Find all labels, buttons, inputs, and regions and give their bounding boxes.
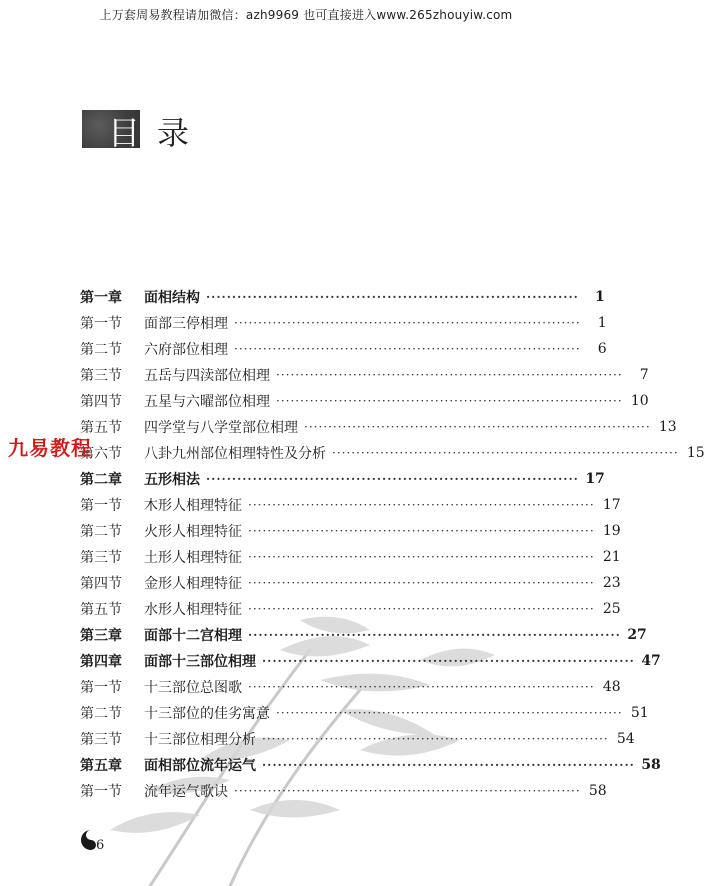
page-title-char-2: 录: [157, 114, 190, 152]
toc-title: 火形人相理特征: [144, 524, 242, 540]
toc-leader-dots: ········································································: [248, 550, 595, 564]
toc-page: 7: [639, 367, 649, 383]
toc-leader-dots: ········································································: [262, 654, 635, 668]
toc-title: 土形人相理特征: [144, 550, 242, 566]
toc-leader-dots: ········································································: [332, 446, 679, 460]
toc-number: 第一章: [80, 290, 122, 306]
toc-leader-dots: ········································································: [234, 784, 581, 798]
toc-row[interactable]: [80, 752, 661, 778]
watermark-text: 九易教程: [8, 436, 92, 460]
toc-row[interactable]: [80, 466, 605, 492]
toc-row[interactable]: [80, 440, 705, 466]
toc-title: 面部十三部位相理: [144, 654, 256, 670]
toc-row[interactable]: [80, 518, 621, 544]
toc-page: 21: [602, 549, 621, 565]
toc-page: 27: [627, 627, 647, 643]
toc-row[interactable]: [80, 648, 661, 674]
toc-row[interactable]: [80, 726, 635, 752]
toc-page: 1: [595, 289, 605, 305]
toc-leader-dots: ········································································: [248, 524, 595, 538]
toc-number: 第一节: [80, 680, 122, 696]
toc-row[interactable]: [80, 544, 621, 570]
toc-leader-dots: ········································································: [248, 576, 595, 590]
top-banner: 上万套周易教程请加微信：azh9969 也可直接进入www.265zhouyiw.com: [99, 8, 513, 22]
toc-title: 五岳与四渎部位相理: [144, 368, 270, 384]
toc-title: 十三部位的佳劣寓意: [144, 706, 270, 722]
toc-page: 13: [658, 419, 677, 435]
toc-title: 四学堂与八学堂部位相理: [144, 420, 298, 436]
toc-leader-dots: ········································································: [234, 316, 581, 330]
toc-number: 第五章: [80, 758, 122, 774]
toc-leader-dots: ········································································: [248, 680, 595, 694]
toc-number: 第三节: [80, 732, 122, 748]
toc-row[interactable]: [80, 414, 677, 440]
toc-leader-dots: ········································································: [304, 420, 651, 434]
toc-leader-dots: ········································································: [276, 368, 623, 382]
toc-page: 48: [602, 679, 621, 695]
toc-row[interactable]: [80, 570, 621, 596]
page-title-char-1: 目: [108, 114, 141, 152]
toc-page: 51: [630, 705, 649, 721]
toc-title: 面相结构: [144, 290, 200, 306]
toc-title: 六府部位相理: [144, 342, 228, 358]
toc-number: 第三章: [80, 628, 122, 644]
toc-page: 19: [602, 523, 621, 539]
toc-leader-dots: ········································································: [276, 394, 623, 408]
toc-leader-dots: ········································································: [234, 342, 581, 356]
toc-number: 第四节: [80, 576, 122, 592]
toc-page: 23: [602, 575, 621, 591]
toc-page: 6: [597, 341, 607, 357]
toc-leader-dots: ········································································: [262, 732, 609, 746]
toc-page: 17: [585, 471, 605, 487]
toc-number: 第四节: [80, 394, 122, 410]
toc-number: 第一节: [80, 498, 122, 514]
toc-title: 五形相法: [144, 472, 200, 488]
toc-number: 第二节: [80, 524, 122, 540]
toc-number: 第二节: [80, 342, 122, 358]
toc-title: 水形人相理特征: [144, 602, 242, 618]
toc-row[interactable]: [80, 622, 647, 648]
toc-title: 十三部位总图歌: [144, 680, 242, 696]
toc-page: 58: [641, 757, 661, 773]
toc-page: 1: [597, 315, 607, 331]
toc-row[interactable]: [80, 492, 621, 518]
toc-page: 47: [641, 653, 661, 669]
toc-title: 木形人相理特征: [144, 498, 242, 514]
toc-leader-dots: ········································································: [262, 758, 635, 772]
toc-title: 流年运气歌诀: [144, 784, 228, 800]
toc-title: 面部三停相理: [144, 316, 228, 332]
toc-number: 第三节: [80, 368, 122, 384]
toc-number: 第五节: [80, 420, 122, 436]
toc-title: 面相部位流年运气: [144, 758, 256, 774]
toc-page: 54: [616, 731, 635, 747]
toc-leader-dots: ········································································: [206, 290, 579, 304]
toc-title: 面部十二宫相理: [144, 628, 242, 644]
toc-title: 金形人相理特征: [144, 576, 242, 592]
toc-row[interactable]: [80, 700, 649, 726]
toc-title: 五星与六曜部位相理: [144, 394, 270, 410]
toc-page: 15: [686, 445, 705, 461]
toc-page: 25: [602, 601, 621, 617]
toc-leader-dots: ········································································: [276, 706, 623, 720]
toc-title: 八卦九州部位相理特性及分析: [144, 446, 326, 462]
toc-row[interactable]: [80, 388, 649, 414]
toc-row[interactable]: [80, 596, 621, 622]
toc-leader-dots: ········································································: [248, 498, 595, 512]
toc-number: 第二章: [80, 472, 122, 488]
toc-number: 第三节: [80, 550, 122, 566]
toc-page: 17: [602, 497, 621, 513]
toc-row[interactable]: [80, 284, 605, 310]
page-number: 6: [96, 838, 105, 853]
toc-number: 第二节: [80, 706, 122, 722]
toc-page: 10: [630, 393, 649, 409]
toc-title: 十三部位相理分析: [144, 732, 256, 748]
toc-row[interactable]: [80, 674, 621, 700]
toc-number: 第五节: [80, 602, 122, 618]
toc-row[interactable]: [80, 336, 607, 362]
toc-number: 第一节: [80, 316, 122, 332]
toc-row[interactable]: [80, 310, 607, 336]
toc-number: 第一节: [80, 784, 122, 800]
toc-leader-dots: ········································································: [248, 628, 621, 642]
toc-row[interactable]: [80, 778, 607, 804]
toc-row[interactable]: [80, 362, 649, 388]
toc-leader-dots: ········································································: [248, 602, 595, 616]
toc-number: 第四章: [80, 654, 122, 670]
toc-number: 第六节: [80, 446, 122, 462]
toc-leader-dots: ········································································: [206, 472, 579, 486]
toc-page: 58: [588, 783, 607, 799]
